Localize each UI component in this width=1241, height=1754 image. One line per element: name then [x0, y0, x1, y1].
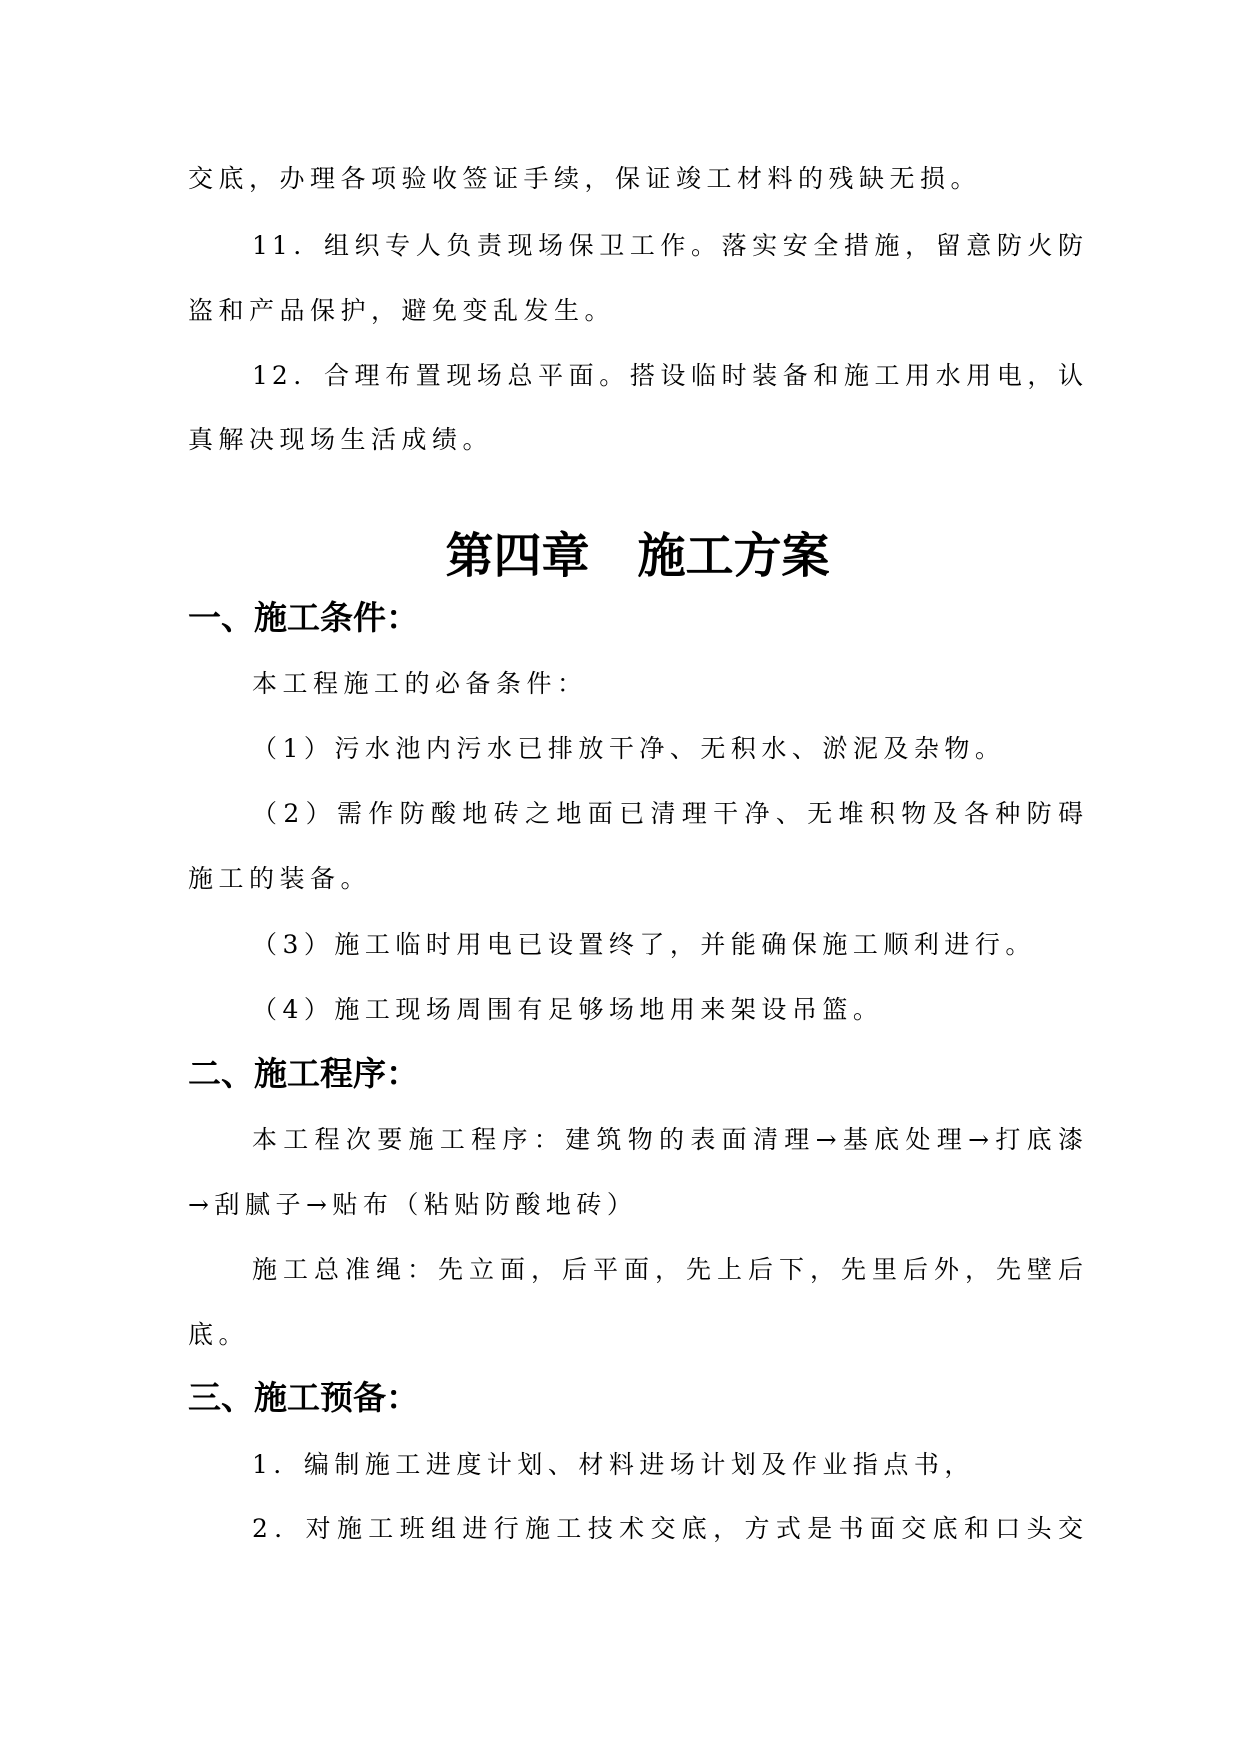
text-line: （2）需作防酸地砖之地面已清理干净、无堆积物及各种防碍 — [252, 799, 1087, 828]
text-line: 底。 — [188, 1320, 250, 1349]
section-heading: 二、施工程序： — [188, 1054, 419, 1093]
text-line: 本工程施工的必备条件： — [252, 669, 588, 698]
text-line: 1．编制施工进度计划、材料进场计划及作业指点书， — [252, 1450, 975, 1479]
section-heading: 三、施工预备： — [188, 1378, 419, 1417]
text-line: 本工程次要施工程序：建筑物的表面清理→基底处理→打底漆 — [252, 1125, 1087, 1154]
text-line: 11．组织专人负责现场保卫工作。落实安全措施，留意防火防 — [252, 231, 1087, 260]
text-line: （3）施工临时用电已设置终了，并能确保施工顺利进行。 — [252, 930, 1036, 959]
chapter-title: 第四章 施工方案 — [445, 528, 830, 584]
text-line: 真解决现场生活成绩。 — [188, 425, 494, 454]
section-heading: 一、施工条件： — [188, 598, 419, 637]
text-line: 2．对施工班组进行施工技术交底，方式是书面交底和口头交 — [252, 1514, 1087, 1543]
text-line: 交底，办理各项验收签证手续，保证竣工材料的残缺无损。 — [188, 164, 982, 193]
text-line: 施工的装备。 — [188, 864, 372, 893]
text-line: 施工总准绳：先立面，后平面，先上后下，先里后外，先壁后 — [252, 1255, 1087, 1284]
text-line: 盗和产品保护，避免变乱发生。 — [188, 296, 616, 325]
text-line: 12．合理布置现场总平面。搭设临时装备和施工用水用电，认 — [252, 361, 1087, 390]
text-line: （4）施工现场周围有足够场地用来架设吊篮。 — [252, 995, 884, 1024]
text-line: →刮腻子→贴布（粘贴防酸地砖） — [188, 1190, 638, 1219]
text-line: （1）污水池内污水已排放干净、无积水、淤泥及杂物。 — [252, 734, 1006, 763]
